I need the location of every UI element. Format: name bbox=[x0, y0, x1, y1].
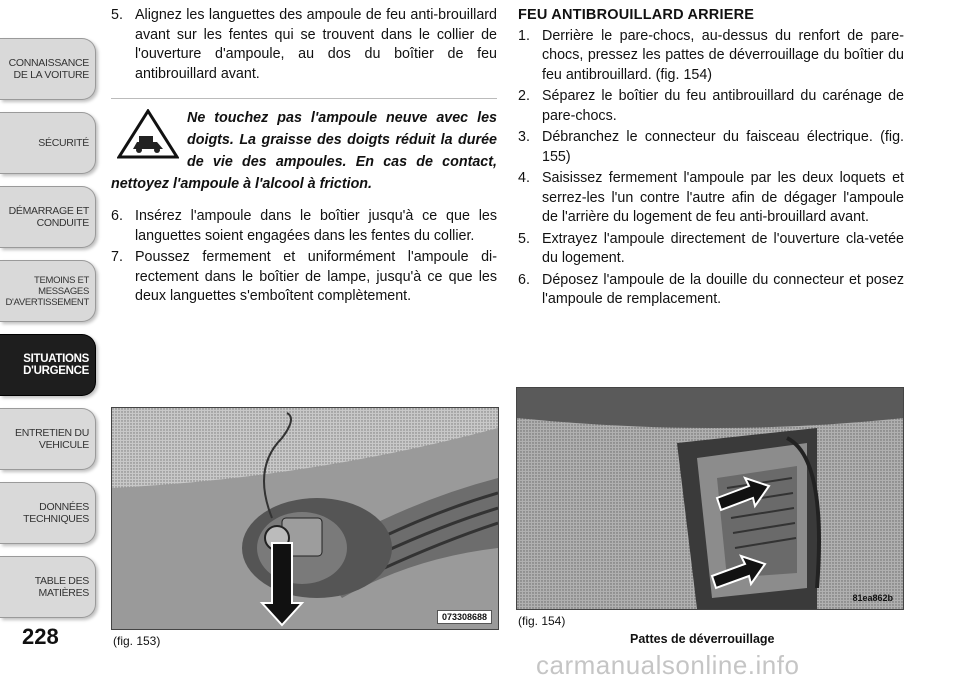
list-item bbox=[111, 248, 497, 307]
steps-list bbox=[111, 207, 497, 307]
warning-box bbox=[111, 98, 497, 195]
page-number: 228 bbox=[22, 624, 59, 649]
step-text: Débranchez le connecteur du faisceau électrique. (fig. 155) bbox=[542, 129, 904, 165]
list-item bbox=[518, 128, 904, 167]
list-item bbox=[518, 87, 904, 126]
tab-connaissance[interactable] bbox=[0, 38, 96, 100]
rear-fog-housing-illustration bbox=[517, 388, 903, 609]
step-text: Derrière le pare-chocs, au-dessus du renfort de pare-chocs, pressez les pattes de déverrouillage du boîtier du feu antibrouillard. (fig. 154) bbox=[542, 27, 904, 83]
tab-label: CONNAISSANCE DE LA VOITURE bbox=[8, 57, 89, 81]
tab-label: DÉMARRAGE ET CONDUITE bbox=[8, 205, 89, 229]
tab-label: ENTRETIEN DU VEHICULE bbox=[15, 427, 89, 451]
tab-label: SITUATIONS D'URGENCE bbox=[23, 353, 89, 377]
list-item bbox=[518, 271, 904, 310]
figure-caption: (fig. 153) bbox=[113, 634, 161, 648]
list-item bbox=[518, 27, 904, 86]
figure-154 bbox=[516, 387, 904, 610]
list-item bbox=[111, 6, 497, 84]
warning-text: Ne touchez pas l'ampoule neuve avec les doigts. La graisse des doigts réduit la durée de vie des ampoules. En cas de contact, nettoyez l'ampoule à l'alcool à friction. bbox=[111, 110, 497, 192]
step-number: 2. bbox=[518, 88, 530, 104]
step-text: Séparez le boîtier du feu antibrouillard du carénage de pare-chocs. bbox=[542, 88, 904, 124]
steps-list bbox=[111, 6, 497, 84]
tab-label: DONNÉES TECHNIQUES bbox=[23, 501, 89, 525]
step-text: Poussez fermement et uniformément l'ampoule di-rectement dans le boîtier de lampe, jusqu'à ce que les deux languettes s'emboîtent complètement. bbox=[135, 249, 497, 304]
list-item bbox=[518, 169, 904, 228]
tab-label: SÉCURITÉ bbox=[38, 137, 89, 149]
step-number: 3. bbox=[518, 129, 530, 145]
step-text: Déposez l'ampoule de la douille du connecteur et posez l'ampoule de remplacement. bbox=[542, 271, 904, 307]
list-item bbox=[518, 230, 904, 269]
warning-triangle-icon bbox=[117, 109, 179, 159]
tab-securite[interactable] bbox=[0, 112, 96, 174]
steps-list bbox=[518, 27, 904, 310]
figure-code: 073308688 bbox=[437, 610, 492, 624]
step-number: 6. bbox=[518, 271, 530, 288]
section-heading: FEU ANTIBROUILLARD ARRIERE bbox=[518, 7, 755, 23]
list-item bbox=[111, 207, 497, 246]
step-number: 5. bbox=[518, 230, 530, 247]
tab-donnees[interactable] bbox=[0, 482, 96, 544]
figure-153 bbox=[111, 407, 499, 630]
tab-label: TABLE DES MATIÈRES bbox=[34, 575, 89, 599]
tab-demarrage[interactable] bbox=[0, 186, 96, 248]
step-text: Alignez les languettes des ampoule de feu anti-brouillard avant sur les fentes qui se trouvent dans le collier de l'ouverture d'ampoule, au dos du boîtier de feu antibrouillard avant. bbox=[135, 7, 497, 82]
step-number: 7. bbox=[111, 249, 123, 265]
watermark: carmanualsonline.info bbox=[536, 650, 800, 680]
step-number: 5. bbox=[111, 7, 123, 23]
step-text: Insérez l'ampoule dans le boîtier jusqu'à ce que les languettes soient engagées dans les fentes du collier. bbox=[135, 208, 497, 244]
right-column bbox=[518, 6, 904, 312]
fog-lamp-illustration bbox=[112, 408, 498, 629]
step-number: 4. bbox=[518, 170, 530, 186]
step-number: 1. bbox=[518, 27, 530, 44]
step-text: Extrayez l'ampoule directement de l'ouverture cla-vetée du logement. bbox=[542, 230, 904, 266]
figure-code: 81ea862b bbox=[852, 593, 893, 603]
figure-title: Pattes de déverrouillage bbox=[630, 632, 775, 646]
tab-entretien[interactable] bbox=[0, 408, 96, 470]
tab-temoins[interactable] bbox=[0, 260, 96, 322]
figure-caption: (fig. 154) bbox=[518, 614, 566, 628]
step-number: 6. bbox=[111, 208, 123, 224]
tab-situations-urgence[interactable] bbox=[0, 334, 96, 396]
step-text: Saisissez fermement l'ampoule par les deux loquets et serrez-les l'un contre l'autre afin de dégager l'ampoule de l'arrière du logement de feu anti-brouillard avant. bbox=[542, 170, 904, 225]
left-column bbox=[111, 6, 497, 309]
tab-table-matieres[interactable] bbox=[0, 556, 96, 618]
tab-label: TEMOINS ET MESSAGES D'AVERTISSEMENT bbox=[5, 274, 89, 308]
